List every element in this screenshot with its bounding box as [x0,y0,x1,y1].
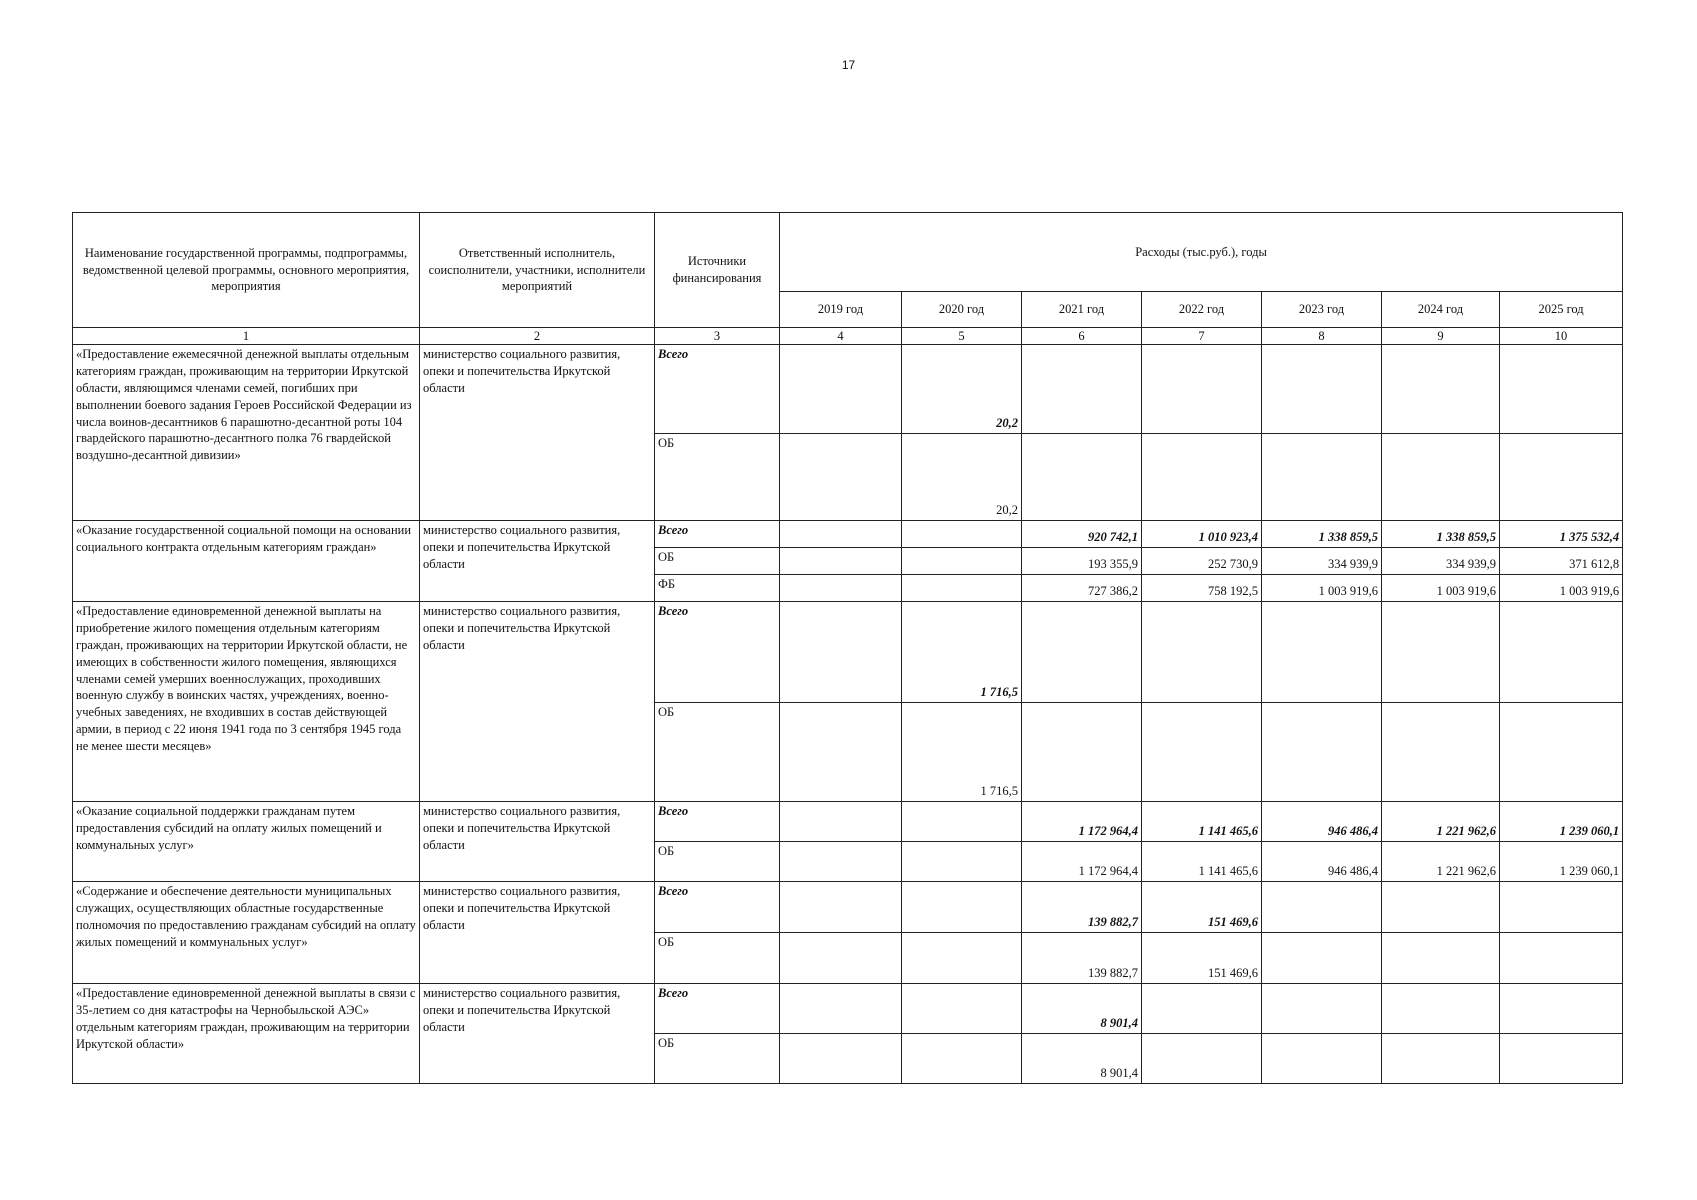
amount-cell [1262,984,1382,1034]
program-name-cell: «Предоставление ежемесячной денежной выплаты отдельным категориям граждан, проживающим на территории Иркутской области, являющимся членами семей, погибших при выполнении боевого задания Героев Российской Федерации из числа воинов-десантников 6 парашютно-десантной роты 104 гвардейского парашютно-десантного полка 76 гвардейской воздушно-десантной дивизии» [73,345,420,521]
amount-cell [1382,345,1500,434]
amount-cell: 8 901,4 [1022,1034,1142,1084]
amount-cell [1142,1034,1262,1084]
column-number: 8 [1262,328,1382,345]
amount-cell [902,575,1022,602]
amount-cell: 1 141 465,6 [1142,842,1262,882]
header-funding-source: Источники финансирования [655,213,780,328]
funding-source-cell: ОБ [655,842,780,882]
amount-cell [1382,984,1500,1034]
executor-cell: министерство социального развития, опеки и попечительства Иркутской области [420,602,655,802]
header-executor: Ответственный исполнитель, соисполнители, участники, исполнители мероприятий [420,213,655,328]
program-name-cell: «Оказание социальной поддержки гражданам путем предоставления субсидий на оплату жилых помещений и коммунальных услуг» [73,802,420,882]
amount-cell: 151 469,6 [1142,882,1262,933]
table-body [73,345,1623,1084]
amount-cell [1500,933,1623,984]
funding-source-cell: ОБ [655,1034,780,1084]
funding-source-cell: ФБ [655,575,780,602]
amount-cell: 1 239 060,1 [1500,842,1623,882]
amount-cell: 1 003 919,6 [1500,575,1623,602]
funding-source-cell: ОБ [655,434,780,521]
table-row [73,521,1623,548]
amount-cell [1382,703,1500,802]
header-year: 2020 год [902,292,1022,328]
header-program-name: Наименование государственной программы, подпрограммы, ведомственной целевой программы, основного мероприятия, мероприятия [73,213,420,328]
amount-cell: 727 386,2 [1022,575,1142,602]
amount-cell [1382,602,1500,703]
header-year: 2019 год [780,292,902,328]
amount-cell [1262,345,1382,434]
amount-cell [780,703,902,802]
executor-cell: министерство социального развития, опеки и попечительства Иркутской области [420,345,655,521]
executor-cell: министерство социального развития, опеки и попечительства Иркутской области [420,802,655,882]
amount-cell: 1 172 964,4 [1022,842,1142,882]
header-year: 2025 год [1500,292,1623,328]
column-number: 10 [1500,328,1623,345]
amount-cell: 946 486,4 [1262,842,1382,882]
header-year: 2023 год [1262,292,1382,328]
funding-source-cell: ОБ [655,548,780,575]
amount-cell [902,521,1022,548]
amount-cell [1500,703,1623,802]
amount-cell [902,1034,1022,1084]
amount-cell [1262,933,1382,984]
amount-cell [780,1034,902,1084]
funding-source-cell: Всего [655,882,780,933]
amount-cell [780,434,902,521]
amount-cell [1262,1034,1382,1084]
amount-cell: 920 742,1 [1022,521,1142,548]
amount-cell [780,882,902,933]
amount-cell [1262,882,1382,933]
funding-source-cell: Всего [655,984,780,1034]
amount-cell: 139 882,7 [1022,882,1142,933]
amount-cell: 1 172 964,4 [1022,802,1142,842]
amount-cell: 151 469,6 [1142,933,1262,984]
amount-cell: 1 338 859,5 [1382,521,1500,548]
header-expenses: Расходы (тыс.руб.), годы [780,213,1623,292]
amount-cell [780,521,902,548]
program-name-cell: «Содержание и обеспечение деятельности муниципальных служащих, осуществляющих областные государственные полномочия по предоставлению гражданам субсидий на оплату жилых помещений и коммунальных услуг» [73,882,420,984]
amount-cell [902,882,1022,933]
header-year: 2021 год [1022,292,1142,328]
amount-cell: 193 355,9 [1022,548,1142,575]
amount-cell: 1 141 465,6 [1142,802,1262,842]
amount-cell: 1 375 532,4 [1500,521,1623,548]
amount-cell [1262,703,1382,802]
column-number: 6 [1022,328,1142,345]
table-row [73,882,1623,933]
amount-cell [1500,345,1623,434]
amount-cell [902,933,1022,984]
amount-cell: 8 901,4 [1022,984,1142,1034]
page-number: 17 [841,58,856,72]
executor-cell: министерство социального развития, опеки и попечительства Иркутской области [420,984,655,1084]
funding-source-cell: Всего [655,521,780,548]
amount-cell: 946 486,4 [1262,802,1382,842]
amount-cell: 1 003 919,6 [1382,575,1500,602]
amount-cell [1022,602,1142,703]
header-year: 2024 год [1382,292,1500,328]
amount-cell: 371 612,8 [1500,548,1623,575]
program-name-cell: «Оказание государственной социальной помощи на основании социального контракта отдельным категориям граждан» [73,521,420,602]
column-number: 4 [780,328,902,345]
amount-cell [780,842,902,882]
amount-cell: 20,2 [902,434,1022,521]
amount-cell [902,842,1022,882]
program-name-cell: «Предоставление единовременной денежной выплаты на приобретение жилого помещения отдельным категориям граждан, проживающих на территории Иркутской области, не имеющих в собственности жилого помещения, являющихся членами семей умерших военнослужащих, проходивших военную службу в воинских частях, учреждениях, военно-учебных заведениях, не входивших в состав действующей армии, в период с 22 июня 1941 года по 3 сентября 1945 года не менее шести месяцев» [73,602,420,802]
amount-cell [1022,703,1142,802]
executor-cell: министерство социального развития, опеки и попечительства Иркутской области [420,521,655,602]
amount-cell [902,984,1022,1034]
amount-cell [780,802,902,842]
amount-cell: 139 882,7 [1022,933,1142,984]
amount-cell [1500,984,1623,1034]
amount-cell: 1 003 919,6 [1262,575,1382,602]
amount-cell: 1 716,5 [902,703,1022,802]
amount-cell [1382,882,1500,933]
amount-cell: 1 221 962,6 [1382,842,1500,882]
amount-cell [780,345,902,434]
funding-source-cell: Всего [655,802,780,842]
amount-cell [780,602,902,703]
amount-cell [1500,882,1623,933]
amount-cell: 252 730,9 [1142,548,1262,575]
amount-cell: 1 010 923,4 [1142,521,1262,548]
amount-cell [902,548,1022,575]
column-number: 3 [655,328,780,345]
header-year: 2022 год [1142,292,1262,328]
amount-cell [1262,602,1382,703]
amount-cell: 1 338 859,5 [1262,521,1382,548]
funding-source-cell: ОБ [655,933,780,984]
executor-cell: министерство социального развития, опеки и попечительства Иркутской области [420,882,655,984]
amount-cell [1500,602,1623,703]
budget-table [72,212,1623,1084]
amount-cell [780,933,902,984]
column-number: 7 [1142,328,1262,345]
amount-cell [1142,703,1262,802]
amount-cell [780,548,902,575]
amount-cell: 758 192,5 [1142,575,1262,602]
amount-cell [1022,345,1142,434]
amount-cell: 1 221 962,6 [1382,802,1500,842]
funding-source-cell: ОБ [655,703,780,802]
amount-cell [1022,434,1142,521]
column-number: 9 [1382,328,1500,345]
amount-cell [780,984,902,1034]
amount-cell [1382,1034,1500,1084]
amount-cell [1382,434,1500,521]
amount-cell: 1 239 060,1 [1500,802,1623,842]
table-row [73,602,1623,703]
column-number: 5 [902,328,1022,345]
table-row [73,984,1623,1034]
table-row [73,345,1623,434]
amount-cell: 1 716,5 [902,602,1022,703]
amount-cell: 334 939,9 [1262,548,1382,575]
funding-source-cell: Всего [655,602,780,703]
amount-cell [902,802,1022,842]
table-row [73,802,1623,842]
amount-cell [1142,345,1262,434]
column-number: 2 [420,328,655,345]
amount-cell [780,575,902,602]
amount-cell [1382,933,1500,984]
funding-source-cell: Всего [655,345,780,434]
amount-cell: 20,2 [902,345,1022,434]
amount-cell [1142,602,1262,703]
amount-cell [1142,984,1262,1034]
amount-cell [1142,434,1262,521]
amount-cell [1262,434,1382,521]
amount-cell: 334 939,9 [1382,548,1500,575]
amount-cell [1500,1034,1623,1084]
amount-cell [1500,434,1623,521]
column-number: 1 [73,328,420,345]
program-name-cell: «Предоставление единовременной денежной выплаты в связи с 35-летием со дня катастрофы на Чернобыльской АЭС» отдельным категориям граждан, проживающим на территории Иркутской области» [73,984,420,1084]
